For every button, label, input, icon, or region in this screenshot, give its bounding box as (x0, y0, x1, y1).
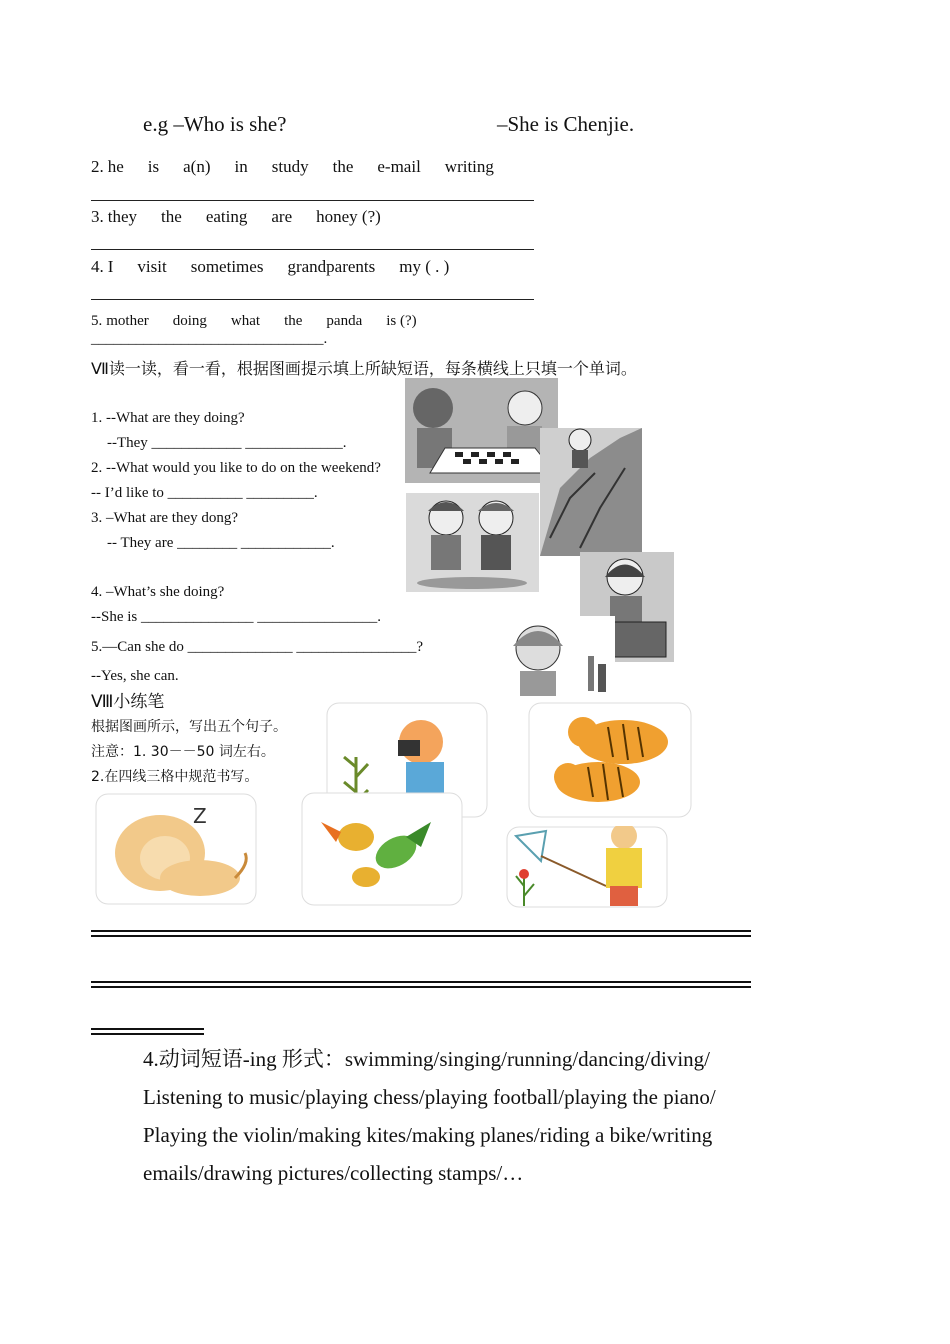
writing-line[interactable] (91, 930, 751, 937)
chess-illustration (405, 378, 558, 483)
q-line: 4. –What’s she doing? (91, 584, 225, 600)
q-line: --She is _______________ ________________. (91, 609, 381, 625)
answer-line[interactable] (91, 249, 534, 250)
example-question: e.g –Who is she? (143, 112, 287, 136)
scramble-item: 2. he is a(n) in study the e-mail writing (91, 157, 494, 176)
instruction-line: 2.在四线三格中规范书写。 (91, 769, 259, 785)
q-line: 3. –What are they dong? (91, 510, 239, 526)
answer-line-short[interactable]: _______________________________. (91, 331, 328, 347)
scramble-item: 3. they the eating are honey (?) (91, 207, 381, 226)
reading-girl-illustration (478, 616, 615, 696)
q-line: -- I’d like to __________ _________. (91, 485, 318, 501)
answer-line[interactable] (91, 299, 534, 300)
q-line: --They ____________ _____________. (107, 435, 347, 451)
instruction-line: 注意：1. 30－－50 词左右。 (91, 744, 275, 760)
q-line: 1. --What are they doing? (91, 410, 245, 426)
answer-line[interactable] (91, 200, 534, 201)
q-line: -- They are ________ ____________. (107, 535, 335, 551)
writing-line[interactable] (91, 1028, 204, 1035)
lion-illustration (95, 793, 257, 905)
butterfly-catcher-illustration (506, 826, 668, 908)
bugs-illustration (406, 493, 539, 592)
section7-title: Ⅶ读一读，看一看，根据图画提示填上所缺短语，每条横线上只填一个单词。 (91, 359, 637, 378)
instruction-line: 根据图画所示，写出五个句子。 (91, 719, 287, 735)
climbing-illustration (540, 428, 642, 556)
q-line: 5.—Can she do ______________ ________________? (91, 639, 424, 655)
q-line: 2. --What would you like to do on the weekend? (91, 460, 381, 476)
example-answer: –She is Chenjie. (497, 112, 635, 136)
scramble-item: 4. I visit sometimes grandparents my ( . ) (91, 257, 450, 276)
ing-forms-line: Listening to music/playing chess/playing football/playing the piano/ (143, 1085, 716, 1109)
ing-forms-line: emails/drawing pictures/collecting stamps/… (143, 1161, 524, 1185)
q-line: --Yes, she can. (91, 668, 179, 684)
sleep-z-icon: Z (193, 804, 207, 828)
scramble-item: 5. mother doing what the panda is (?) (91, 313, 417, 329)
ing-forms-line: 4.动词短语-ing 形式：swimming/singing/running/dancing/diving/ (143, 1047, 710, 1071)
writing-line[interactable] (91, 981, 751, 988)
birds-illustration (301, 792, 463, 906)
tigers-illustration (528, 702, 692, 818)
section8-title: Ⅷ小练笔 (91, 692, 165, 712)
ing-forms-line: Playing the violin/making kites/making planes/riding a bike/writing (143, 1123, 713, 1147)
